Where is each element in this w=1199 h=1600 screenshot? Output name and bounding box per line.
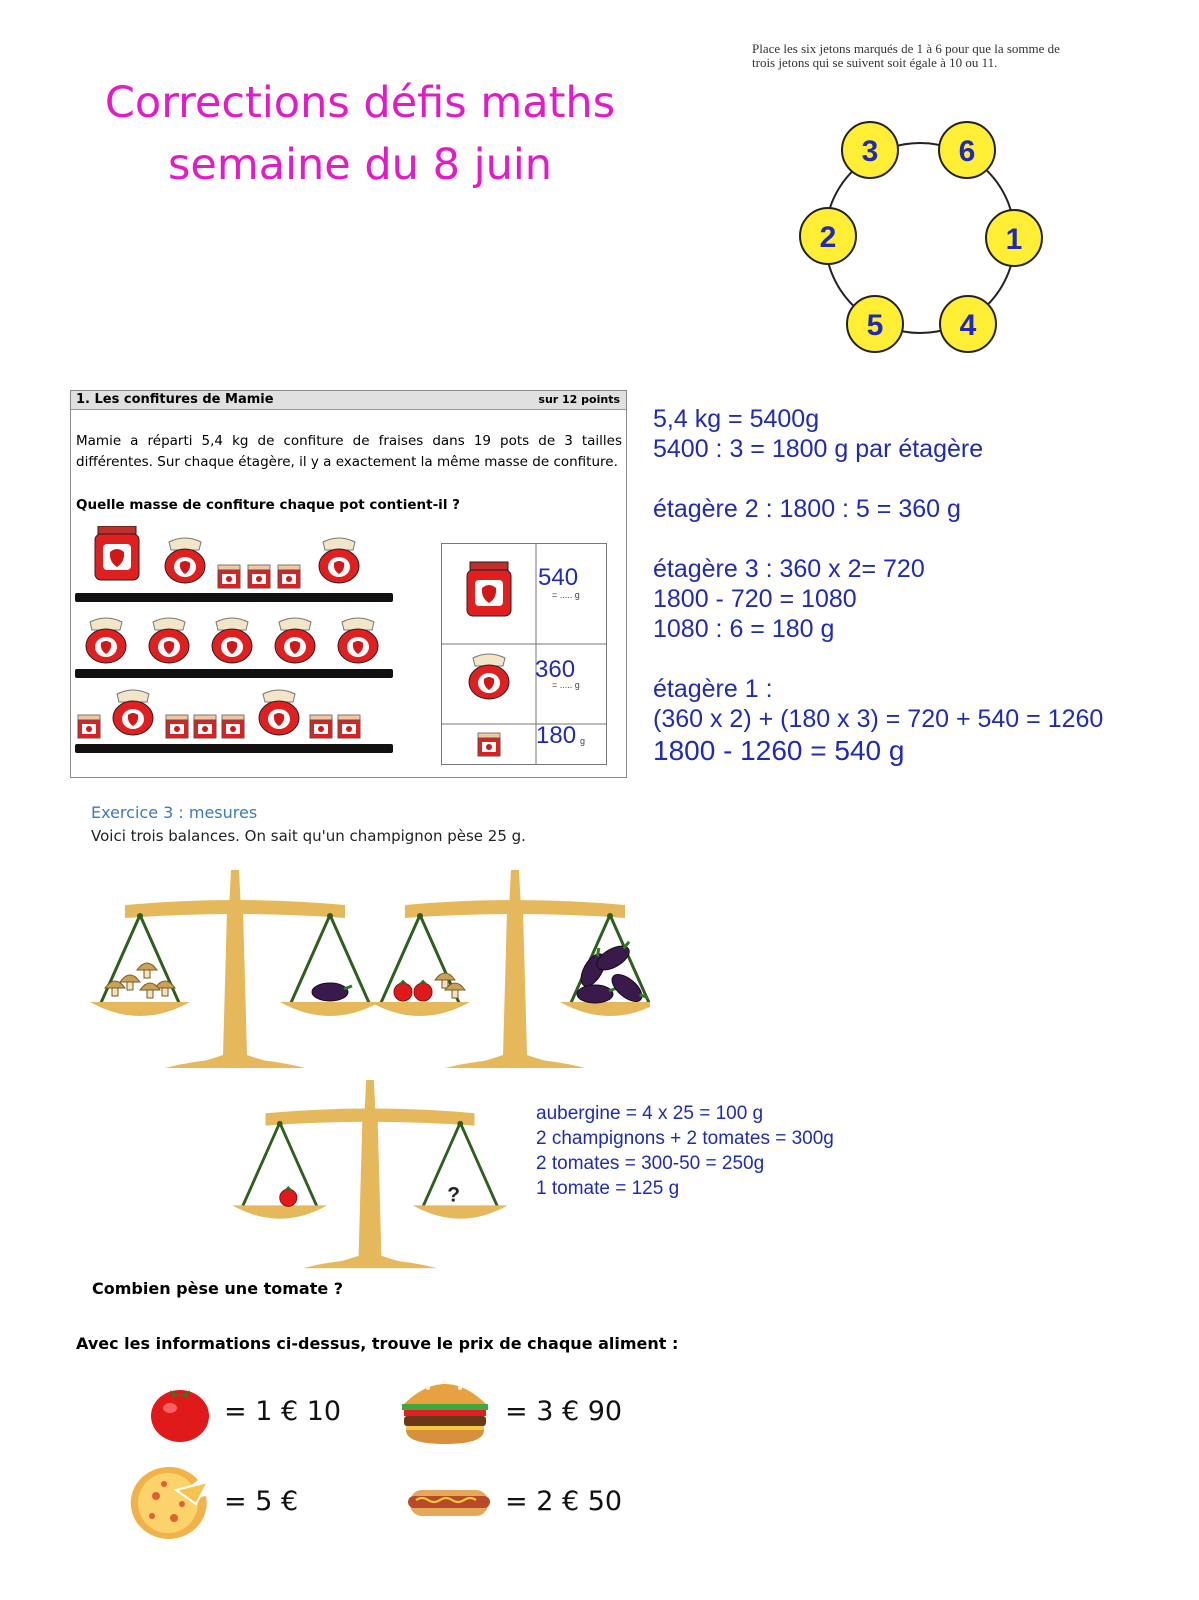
title-line-2: semaine du 8 juin (167, 140, 553, 190)
puzzle-instruction-line-2: trois jetons qui se suivent soit égale à 10 ou 11. (752, 55, 998, 70)
exercise3-solution (536, 1101, 834, 1201)
jar-answer-table (441, 543, 607, 765)
balance-2 (370, 870, 650, 1068)
solution1-line: 1080 : 6 = 180 g (653, 615, 835, 643)
solution1-line: étagère 1 : (653, 675, 773, 703)
exercise3-question: Combien pèse une tomate ? (92, 1279, 344, 1298)
exercise1-question: Quelle masse de confiture chaque pot contient-il ? (76, 497, 460, 513)
token-4 (940, 296, 996, 352)
svg-text:1: 1 (1005, 223, 1023, 256)
svg-text:4: 4 (959, 309, 977, 342)
shelf-2 (75, 618, 393, 678)
puzzle-instruction (752, 42, 1122, 70)
solution1-line: 5400 : 3 = 1800 g par étagère (653, 435, 984, 463)
eggplant-right (312, 983, 352, 1001)
token-3 (842, 122, 898, 178)
exercise3-title: Exercice 3 : mesures (91, 803, 258, 822)
exercise3-solution-line: 1 tomate = 125 g (536, 1178, 680, 1199)
hotdog-icon (408, 1484, 490, 1520)
unknown-mark: ? (447, 1183, 460, 1207)
answer-mid-jar: 360 (535, 656, 576, 683)
page-title (50, 72, 670, 196)
pizza-price: = 5 € (224, 1486, 299, 1517)
exercise1-heading: 1. Les confitures de Mamie (76, 392, 274, 407)
burger-price: = 3 € 90 (505, 1396, 623, 1427)
tomato-price: = 1 € 10 (224, 1396, 342, 1427)
eggplants-right (576, 939, 649, 1009)
token-1 (986, 210, 1042, 266)
answer-big-jar: 540 (538, 564, 579, 591)
exercise1-header (71, 391, 626, 410)
solution1-line: 5,4 kg = 5400g (653, 405, 820, 433)
answer-small-jar: 180 (536, 722, 577, 749)
puzzle-instruction-line-1: Place les six jetons marqués de 1 à 6 pour que la somme de (752, 41, 1060, 56)
token-5 (847, 296, 903, 352)
svg-text:3: 3 (861, 135, 879, 168)
svg-text:5: 5 (866, 309, 884, 342)
solution1-line: 1800 - 720 = 1080 (653, 585, 857, 613)
token-6 (939, 122, 995, 178)
balance-1 (90, 870, 380, 1068)
shelf-3 (75, 690, 393, 753)
balances (90, 860, 650, 1280)
jar-table-lines (442, 544, 606, 764)
balance-3 (232, 1080, 508, 1268)
solution1-final: 1800 - 1260 = 540 g (653, 735, 905, 766)
solution1-line: (360 x 2) + (180 x 3) = 720 + 540 = 1260 (653, 705, 1104, 733)
solution1-line: étagère 2 : 1800 : 5 = 360 g (653, 495, 961, 523)
exercise3-solution-line: aubergine = 4 x 25 = 100 g (536, 1103, 764, 1124)
exercise3-text: Voici trois balances. On sait qu'un champignon pèse 25 g. (91, 827, 526, 845)
shelf-1 (75, 526, 393, 602)
prices-instruction: Avec les informations ci-dessus, trouve le prix de chaque aliment : (76, 1334, 679, 1353)
tomato-left (280, 1187, 297, 1206)
exercise1-points: sur 12 points (538, 393, 620, 406)
title-line-1: Corrections défis maths (104, 78, 616, 128)
tomatoes-mushrooms-left (394, 973, 465, 1001)
token-ring (790, 110, 1050, 360)
jam-shelves (71, 526, 401, 766)
solution1 (653, 404, 1193, 768)
answer-mid-jar-unit: = ..... g (552, 680, 580, 690)
burger-icon (398, 1370, 492, 1450)
answer-small-jar-unit: g (580, 736, 586, 746)
answer-big-jar-unit: = ..... g (552, 590, 580, 600)
svg-text:2: 2 (819, 221, 837, 254)
svg-text:6: 6 (958, 135, 976, 168)
tomato-icon (148, 1382, 212, 1444)
solution1-line: étagère 3 : 360 x 2= 720 (653, 555, 925, 583)
exercise1-text: Mamie a réparti 5,4 kg de confiture de fraises dans 19 pots de 3 tailles différentes. Sur chaque étagère, il y a exactement la même masse de confiture. (76, 433, 622, 470)
exercise3-solution-line: 2 champignons + 2 tomates = 300g (536, 1128, 834, 1149)
pizza-icon (126, 1466, 210, 1540)
hotdog-price: = 2 € 50 (505, 1486, 623, 1517)
exercise3-solution-line: 2 tomates = 300-50 = 250g (536, 1153, 765, 1174)
token-2 (800, 208, 856, 264)
exercise1-box (70, 390, 627, 778)
